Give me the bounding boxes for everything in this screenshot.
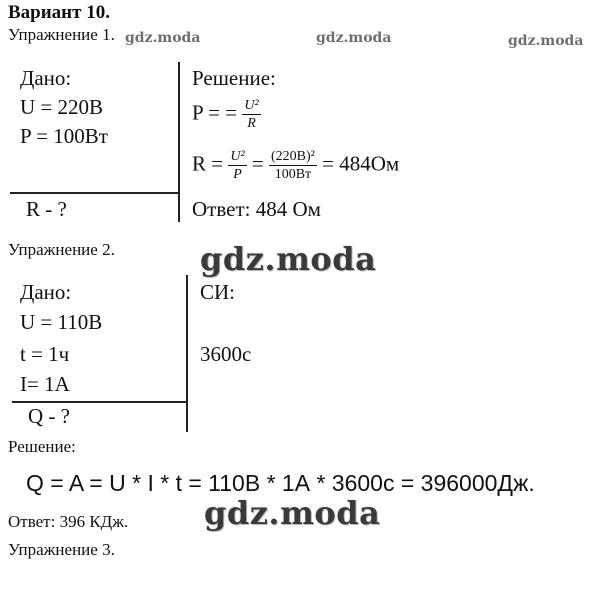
equals-sign: = [251, 151, 264, 176]
horizontal-divider [10, 192, 180, 194]
resistance-formula-lhs: R = [192, 151, 224, 176]
watermark: gdz.moda [125, 30, 201, 46]
watermark: gdz.moda [204, 494, 381, 532]
exercise-1-label: Упражнение 1. [8, 25, 115, 44]
find-heat: Q - ? [28, 404, 70, 428]
resistance-formula [192, 148, 399, 183]
power-formula [192, 97, 261, 132]
answer-1: Ответ: 484 Ом [192, 197, 321, 221]
find-resistance: R - ? [26, 197, 67, 221]
heat-formula: Q = A = U * I * t = 110В * 1А * 3600с = 396000Дж. [26, 470, 535, 496]
resistance-result: = 484Ом [322, 151, 400, 176]
fraction-2-numerator: (220В)² [271, 149, 315, 164]
given-title: Дано: [20, 280, 72, 304]
vertical-divider [178, 62, 180, 222]
watermark: gdz.moda [316, 30, 392, 46]
solution-2-title: Решение: [8, 437, 76, 456]
given-voltage: U = 220В [20, 95, 104, 119]
fraction-1-numerator: U² [230, 149, 245, 164]
watermark: gdz.moda [508, 33, 584, 49]
answer-2: Ответ: 396 КДж. [8, 512, 129, 531]
si-time-value: 3600с [200, 342, 252, 366]
given-time: t = 1ч [20, 342, 70, 366]
given-voltage: U = 110В [20, 310, 103, 334]
si-title: СИ: [200, 280, 236, 304]
resistance-fraction-2 [269, 148, 317, 183]
given-current: I= 1А [20, 372, 70, 396]
exercise-2-label: Упражнение 2. [8, 240, 115, 259]
fraction-1-denominator: P [233, 167, 242, 182]
resistance-fraction-1 [228, 148, 246, 183]
power-fraction-denominator: R [247, 116, 256, 131]
horizontal-divider [12, 401, 188, 403]
variant-heading: Вариант 10. [8, 2, 110, 23]
power-fraction-numerator: U² [244, 98, 259, 113]
watermark: gdz.moda [200, 240, 377, 278]
power-formula-lhs: P = = [192, 100, 238, 125]
vertical-divider [186, 275, 188, 432]
fraction-2-denominator: 100Вт [274, 167, 312, 182]
given-power: P = 100Вт [20, 124, 108, 148]
given-title: Дано: [20, 66, 72, 90]
exercise-3-label: Упражнение 3. [8, 540, 115, 559]
solution-title: Решение: [192, 66, 276, 90]
power-fraction [242, 97, 260, 132]
